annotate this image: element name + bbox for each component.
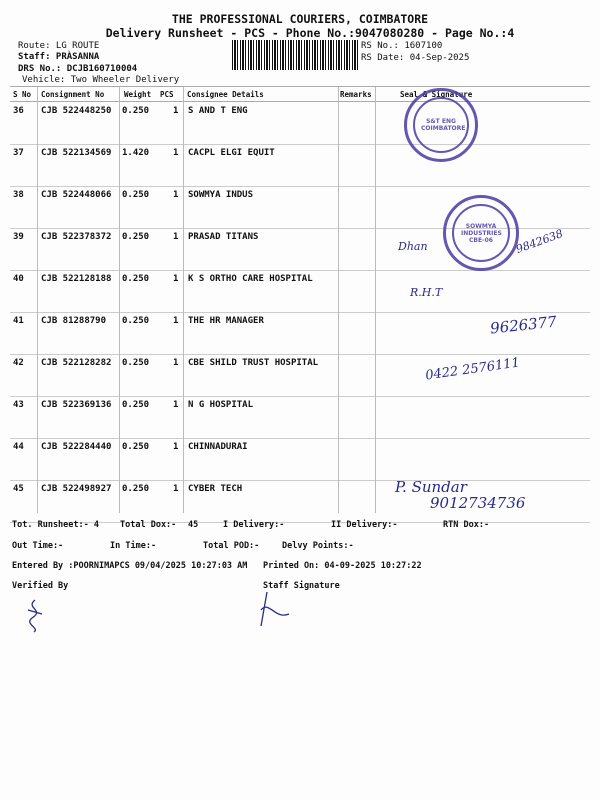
weight: 0.250 — [122, 484, 150, 494]
handwritten-note: 9842638 — [514, 227, 565, 256]
staff: Staff: PRÀSANNA — [18, 52, 100, 62]
weight: 0.250 — [122, 232, 150, 242]
weight: 0.250 — [122, 442, 150, 452]
col-seal: Seal & Signature — [400, 90, 473, 99]
consignment-no: CJB 522369136 — [41, 400, 112, 410]
consignee-name: CBE SHILD TRUST HOSPITAL — [188, 358, 319, 368]
consignment-no: CJB 522448066 — [41, 190, 112, 200]
staff-signature: Staff Signature — [263, 581, 340, 591]
consignee-name: SOWMYA INDUS — [188, 190, 254, 200]
pcs: 1 — [173, 316, 179, 326]
col-consignment: Consignment No — [41, 90, 105, 99]
verifier-signature — [20, 598, 50, 634]
table-header — [10, 87, 590, 102]
consignee-name: THE HR MANAGER — [188, 316, 264, 326]
weight: 0.250 — [122, 358, 150, 368]
runsheet-subtitle: Delivery Runsheet - PCS - Phone No.:9047080280 - Page No.:4 — [105, 26, 515, 40]
barcode — [232, 40, 358, 70]
s-no: 36 — [13, 106, 24, 116]
rs-date: RS Date: 04-Sep-2025 — [361, 53, 470, 63]
s-no: 40 — [13, 274, 24, 284]
weight: 0.250 — [122, 106, 150, 116]
pcs: 1 — [173, 484, 179, 494]
consignment-no: CJB 522128282 — [41, 358, 112, 368]
handwritten-note: P. Sundar — [395, 478, 467, 496]
consignee-name: CYBER TECH — [188, 484, 243, 494]
in-time: In Time:- — [110, 541, 157, 551]
handwritten-note: R.H.T — [410, 286, 443, 299]
company-stamp: S&T ENG COIMBATORE — [404, 88, 478, 162]
col-remarks: Remarks — [340, 90, 372, 99]
consignee-name: CHINNADURAI — [188, 442, 248, 452]
consignment-no: CJB 522498927 — [41, 484, 112, 494]
table-row — [10, 144, 590, 187]
delvy-points: Delvy Points:- — [282, 541, 354, 551]
consignee-name: PRASAD TITANS — [188, 232, 259, 242]
pcs: 1 — [173, 442, 179, 452]
weight: 0.250 — [122, 190, 150, 200]
s-no: 41 — [13, 316, 24, 326]
table-row — [10, 270, 590, 313]
pcs: 1 — [173, 274, 179, 284]
table-row — [10, 438, 590, 481]
table-row — [10, 396, 590, 439]
handwritten-note: 9012734736 — [430, 494, 526, 512]
entered-by: Entered By :POORNIMAPCS 09/04/2025 10:27:03 AM — [12, 561, 248, 571]
weight: 0.250 — [122, 400, 150, 410]
ii-delivery: II Delivery:- — [331, 520, 398, 530]
company-title: THE PROFESSIONAL COURIERS, COIMBATORE — [171, 12, 429, 26]
pcs: 1 — [173, 400, 179, 410]
col-weight: Weight — [124, 90, 152, 99]
out-time: Out Time:- — [12, 541, 64, 551]
rtn-dox: RTN Dox:- — [443, 520, 490, 530]
total-dox-value: 45 — [188, 520, 199, 530]
col-pcs: PCS — [160, 90, 174, 99]
consignee-name: N G HOSPITAL — [188, 400, 254, 410]
s-no: 45 — [13, 484, 24, 494]
pcs: 1 — [173, 190, 179, 200]
staff-signature-mark — [255, 590, 295, 630]
s-no: 42 — [13, 358, 24, 368]
pcs: 1 — [173, 106, 179, 116]
s-no: 39 — [13, 232, 24, 242]
total-pod: Total POD:- — [203, 541, 260, 551]
consignment-no: CJB 522378372 — [41, 232, 112, 242]
pcs: 1 — [173, 232, 179, 242]
weight: 0.250 — [122, 274, 150, 284]
printed-on: Printed On: 04-09-2025 10:27:22 — [263, 561, 422, 571]
handwritten-note: 0422 2576111 — [424, 355, 521, 384]
company-stamp: SOWMYA INDUSTRIES CBE-06 — [443, 195, 519, 271]
drs-no: DRS No.: DCJB160710004 — [18, 64, 138, 74]
vehicle: Vehicle: Two Wheeler Delivery — [22, 75, 180, 85]
col-sno: S No — [13, 90, 32, 99]
pcs: 1 — [173, 148, 179, 158]
handwritten-note: Dhan — [398, 240, 428, 253]
s-no: 43 — [13, 400, 24, 410]
pcs: 1 — [173, 358, 179, 368]
s-no: 37 — [13, 148, 24, 158]
weight: 1.420 — [122, 148, 150, 158]
s-no: 38 — [13, 190, 24, 200]
col-consignee: Consignee Details — [187, 90, 264, 99]
consignment-no: CJB 81288790 — [41, 316, 107, 326]
total-dox-label: Total Dox:- — [120, 520, 177, 530]
consignment-no: CJB 522134569 — [41, 148, 112, 158]
handwritten-note: 9626377 — [489, 312, 558, 338]
s-no: 44 — [13, 442, 24, 452]
i-delivery: I Delivery:- — [223, 520, 285, 530]
consignment-table — [10, 86, 590, 513]
table-row — [10, 102, 590, 145]
consignee-name: K S ORTHO CARE HOSPITAL — [188, 274, 313, 284]
consignment-no: CJB 522448250 — [41, 106, 112, 116]
rs-no: RS No.: 1607100 — [361, 41, 443, 51]
tot-runsheet: Tot. Runsheet:- 4 — [12, 520, 99, 530]
route: Route: LG ROUTE — [18, 41, 100, 51]
consignee-name: S AND T ENG — [188, 106, 248, 116]
consignment-no: CJB 522128188 — [41, 274, 112, 284]
weight: 0.250 — [122, 316, 150, 326]
verified-by: Verified By — [12, 581, 69, 591]
consignee-name: CACPL ELGI EQUIT — [188, 148, 275, 158]
consignment-no: CJB 522284440 — [41, 442, 112, 452]
